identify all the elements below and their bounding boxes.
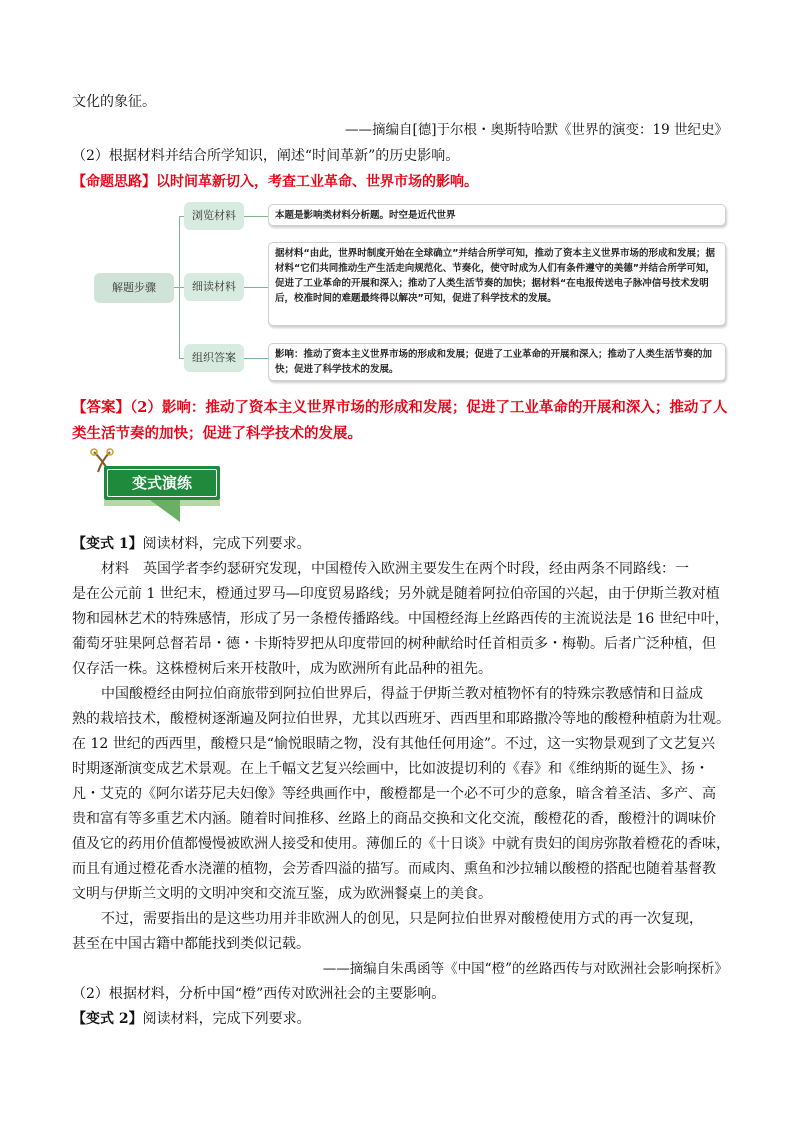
question-2: （2）根据材料并结合所学知识，阐述“时间革新”的历史影响。 — [72, 148, 460, 164]
material-line: 物和园林艺术的特殊感情，形成了另一条橙传播路线。中国橙经海上丝路西传的主流说法是 16 世纪中叶， — [72, 611, 729, 627]
banner-title: 变式演练 — [131, 474, 192, 492]
answer-label: 【答案】 — [72, 399, 130, 416]
material-line: 在 12 世纪的西西里，酸橙只是“愉悦眼睛之物，没有其他任何用途”。不过，这一实物景观到了文艺复兴 — [72, 736, 716, 752]
variant-2-heading — [72, 1009, 311, 1029]
variant-1-instruction: 阅读材料，完成下列要求。 — [142, 536, 311, 552]
step-browse: 浏览材料 — [184, 202, 244, 230]
variant-1-label: 【变式 1】 — [72, 536, 143, 552]
material-line: 文明与伊斯兰文明的文明冲突和交流互鉴，成为欧洲餐桌上的美食。 — [72, 886, 492, 902]
material-line: 熟的栽培技术，酸橙树逐渐遍及阿拉伯世界，尤其以西班牙、西西里和耶路撒冷等地的酸橙种植蔚为壮观。 — [72, 711, 730, 727]
material-line: 材料 英国学者李约瑟研究发现，中国橙传入欧洲主要发生在两个时段，经由两条不同路线：一 — [101, 561, 689, 577]
variant-2-label: 【变式 2】 — [72, 1011, 143, 1027]
material-line: 中国酸橙经由阿拉伯商旅带到阿拉伯世界后，得益于伊斯兰教对植物怀有的特殊宗教感情和日益成 — [101, 686, 703, 702]
variant-1-question: （2）根据材料，分析中国“橙”西传对欧洲社会的主要影响。 — [72, 986, 446, 1002]
citation: ——摘编自[德]于尔根・奥斯特哈默《世界的演变：19 世纪史》 — [344, 122, 728, 138]
banner-tail — [150, 500, 180, 522]
step-read: 细读材料 — [184, 273, 244, 301]
material-line: 时期逐渐演变成艺术景观。在上千幅文艺复兴绘画中，比如波提切利的《春》和《维纳斯的诞生》、扬・ — [72, 761, 709, 777]
thinking-label: 【命题思路】 — [72, 174, 156, 190]
material-line: 葡萄牙驻果阿总督若昂・德・卡斯特罗把从印度带回的树种献给时任首相贡多・梅勒。后者广泛种植，但 — [72, 636, 716, 652]
material-line: 甚至在中国古籍中都能找到类似记载。 — [72, 936, 310, 952]
material-line: 而且有通过橙花香水浇灌的植物，会芳香四溢的描写。而咸肉、熏鱼和沙拉辅以酸橙的搭配也随着基督教 — [72, 861, 716, 877]
material-line: 凡・艾克的《阿尔诺芬尼夫妇像》等经典画作中，酸橙都是一个必不可少的意象，暗含着圣洁、多产、高 — [72, 786, 716, 802]
connector — [244, 216, 268, 217]
connector — [244, 287, 268, 288]
step-answer-content: 影响：推动了资本主义世界市场的形成和发展；促进了工业革命的开展和深入；推动了人类生活节奏的加快；促进了科学技术的发展。 — [268, 343, 726, 381]
answer-line-2: 类生活节奏的加快；促进了科学技术的发展。 — [72, 425, 362, 442]
section-banner — [104, 466, 220, 500]
material-line: 值及它的药用价值都慢慢被欧洲人接受和使用。薄伽丘的《十日谈》中就有贵妇的闺房弥散着橙花的香味， — [72, 836, 730, 852]
material-line: 不过，需要指出的是这些功用并非欧洲人的创见，只是阿拉伯世界对酸橙使用方式的再一次复现， — [101, 911, 703, 927]
answer-line-1 — [72, 398, 727, 418]
variant-2-instruction: 阅读材料，完成下列要求。 — [142, 1011, 311, 1027]
step-browse-content: 本题是影响类材料分析题。时空是近代世界 — [268, 204, 726, 226]
thinking-text: 以时间革新切入，考查工业革命、世界市场的影响。 — [156, 174, 478, 190]
thinking-line — [72, 172, 478, 192]
material-line: 仅存活一株。这株橙树后来开枝散叶，成为欧洲所有此品种的祖先。 — [72, 661, 492, 677]
step-answer: 组织答案 — [184, 344, 244, 372]
connector — [244, 358, 268, 359]
material-line: 是在公元前 1 世纪末，橙通过罗马—印度贸易路线；另外就是随着阿拉伯帝国的兴起，由于伊斯兰教对植 — [72, 586, 720, 602]
mindmap-root: 解题步骤 — [94, 273, 174, 303]
citation: ——摘编自朱禹函等《中国“橙”的丝路西传与对欧洲社会影响探析》 — [322, 961, 728, 977]
step-read-content: 据材料“由此，世界时制度开始在全球确立”并结合所学可知，推动了资本主义世界市场的形成和发展；据材料“它们共同推动生产生活走向规范化、节奏化，使守时成为人们有条件遵守的美德”并结合所学可知，促进了工业革命的开展和深入；推动了人类生活节奏的加快；据材料“在电报传送电子脉冲信号技术发明后，校准时间的难题最终得以解决”可知，促进了科学技术的发展。 — [268, 242, 726, 326]
solution-mindmap — [88, 200, 728, 388]
text-line: 文化的象征。 — [72, 94, 156, 110]
answer-text-1: （2）影响：推动了资本主义世界市场的形成和发展；促进了工业革命的开展和深入；推动了人 — [130, 399, 728, 416]
variant-1-heading — [72, 534, 311, 554]
material-line: 贵和富有等多重艺术内涵。随着时间推移、丝路上的商品交换和文化交流，酸橙花的香，酸橙汁的调味价 — [72, 811, 716, 827]
